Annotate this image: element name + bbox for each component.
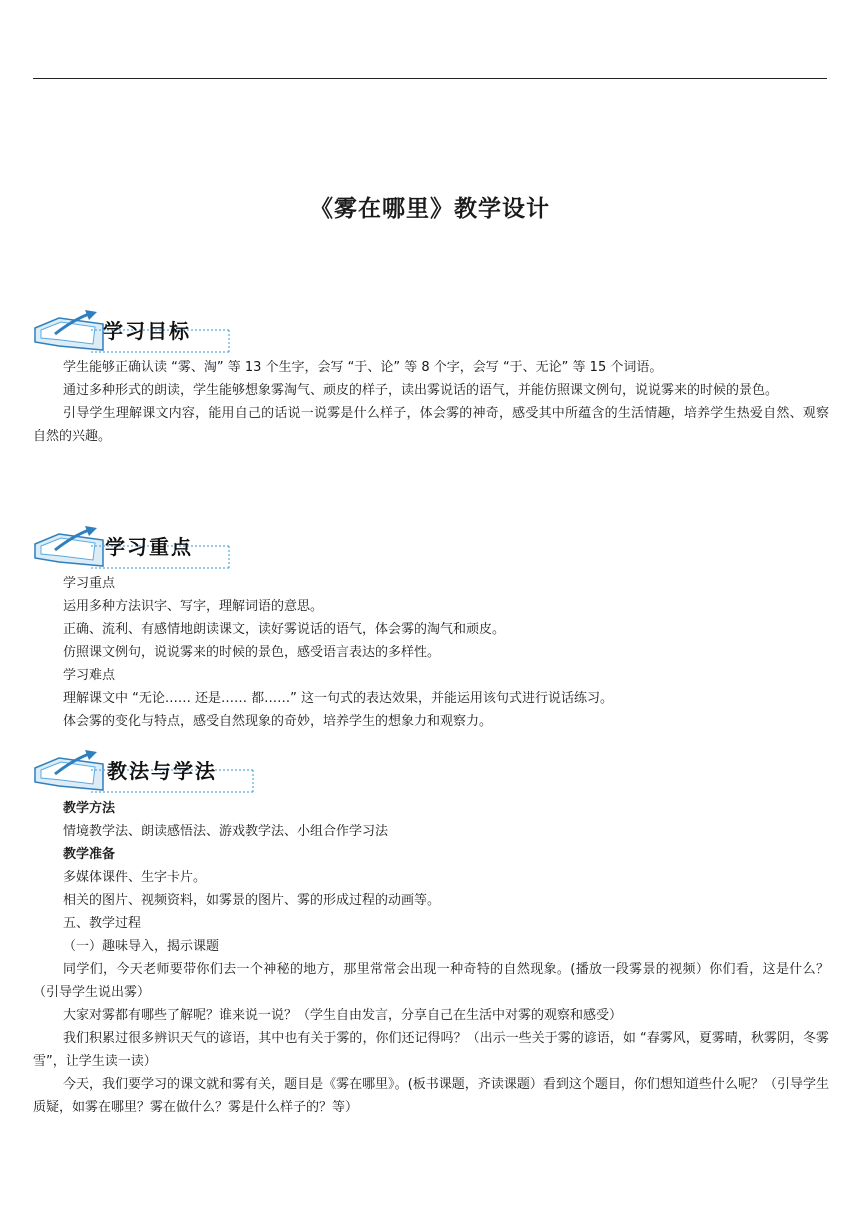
prep-line: 多媒体课件、生字卡片。 bbox=[63, 870, 207, 885]
goal-paragraph: 通过多种形式的朗读，学生能够想象雾淘气、顽皮的样子，读出雾说话的语气，并能仿照课文例句，说说雾来的时候的景色。 bbox=[63, 383, 779, 398]
step-title: （一）趣味导入，揭示课题 bbox=[63, 939, 220, 954]
process-paragraph: 今天，我们要学习的课文就和雾有关，题目是《雾在哪里》。(板书课题，齐读课题）看到这个题目，你们想知道些什么呢？（引导学生质疑，如雾在哪里？雾在做什么？雾是什么样子的？等） bbox=[33, 1077, 829, 1115]
key-line: 正确、流利、有感情地朗读课文，读好雾说话的语气，体会雾的淘气和顽皮。 bbox=[63, 622, 506, 637]
process-paragraph: 我们积累过很多辨识天气的谚语，其中也有关于雾的，你们还记得吗？（出示一些关于雾的谚语，如 “春雾风，夏雾晴，秋雾阴，冬雾雪”，让学生读一读） bbox=[33, 1031, 829, 1069]
key-line: 仿照课文例句，说说雾来的时候的景色，感受语言表达的多样性。 bbox=[63, 645, 441, 660]
section-banner-key bbox=[33, 524, 233, 570]
prep-line: 相关的图片、视频资料，如雾景的图片、雾的形成过程的动画等。 bbox=[63, 893, 441, 908]
method-title: 教学方法 bbox=[63, 801, 116, 816]
key-line: 学习重点 bbox=[63, 576, 116, 591]
process-paragraph: 同学们，今天老师要带你们去一个神秘的地方，那里常常会出现一种奇特的自然现象。(播放一段雾景的视频）你们看，这是什么？（引导学生说出雾） bbox=[33, 962, 829, 1000]
key-line: 学习难点 bbox=[63, 668, 116, 683]
section-heading: 学习目标 bbox=[103, 319, 191, 343]
prep-title: 教学准备 bbox=[63, 847, 116, 862]
process-title: 五、教学过程 bbox=[63, 916, 142, 931]
methods-text bbox=[33, 797, 829, 1119]
method-text: 情境教学法、朗读感悟法、游戏教学法、小组合作学习法 bbox=[63, 824, 389, 839]
key-line: 理解课文中 “无论…… 还是…… 都……” 这一句式的表达效果，并能运用该句式进行说话练习。 bbox=[63, 691, 613, 706]
section-heading: 学习重点 bbox=[105, 535, 193, 559]
process-paragraph: 大家对雾都有哪些了解呢？谁来说一说？（学生自由发言，分享自己在生活中对雾的观察和感受） bbox=[63, 1008, 623, 1023]
section-banner-goals bbox=[33, 308, 233, 354]
goal-paragraph: 引导学生理解课文内容，能用自己的话说一说雾是什么样子，体会雾的神奇，感受其中所蕴含的生活情趣，培养学生热爱自然、观察自然的兴趣。 bbox=[33, 406, 829, 444]
key-line: 体会雾的变化与特点，感受自然现象的奇妙，培养学生的想象力和观察力。 bbox=[63, 714, 493, 729]
key-text bbox=[33, 572, 829, 733]
header-rule bbox=[33, 78, 827, 79]
section-banner-methods bbox=[33, 748, 257, 794]
goal-paragraph: 学生能够正确认读 “雾、淘” 等 13 个生字，会写 “于、论” 等 8 个字，会写 “于、无论” 等 15 个词语。 bbox=[63, 360, 663, 375]
section-heading: 教法与学法 bbox=[107, 759, 217, 783]
key-line: 运用多种方法识字、写字，理解词语的意思。 bbox=[63, 599, 324, 614]
goals-text bbox=[33, 356, 829, 448]
document-title: 《雾在哪里》教学设计 bbox=[310, 195, 550, 222]
